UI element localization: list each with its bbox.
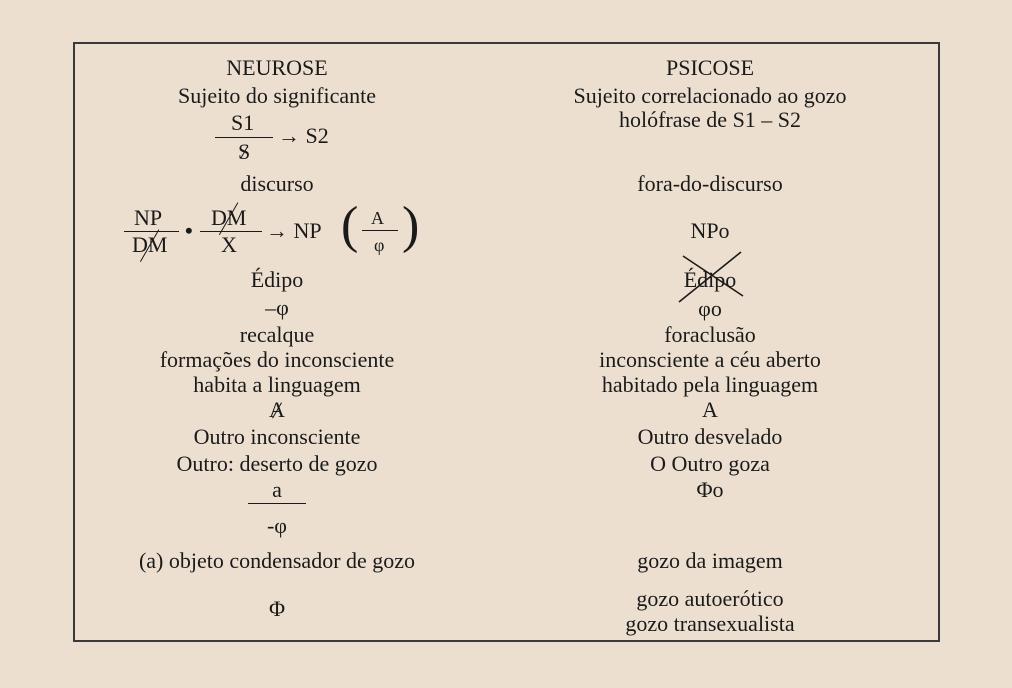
psicose-a: A: [702, 397, 718, 422]
fraction-a-numerator: a: [272, 477, 282, 502]
fraction-phi-denominator: -φ: [266, 513, 288, 538]
formula-arrow-np: → NP: [266, 218, 322, 243]
formula-a-numerator: A: [371, 208, 384, 228]
formula-s-barred-denominator: S: [238, 139, 251, 164]
neurose-objeto: (a) objeto condensador de gozo: [138, 548, 416, 573]
formula-x-denominator: X: [221, 232, 237, 257]
neurose-subject: Sujeito do significante: [178, 83, 376, 108]
neurose-outro-inconsciente: Outro inconsciente: [193, 424, 361, 449]
psicose-phi-o: φo: [698, 296, 722, 321]
neurose-formacoes: formações do inconsciente: [159, 347, 395, 372]
psicose-holofrase: holófrase de S1 – S2: [618, 107, 802, 132]
neurose-phi: Φ: [268, 596, 286, 621]
psicose-edipo-crossed: Édipo: [683, 267, 737, 292]
psicose-habitado: habitado pela linguagem: [601, 372, 819, 397]
psicose-foraclusao: foraclusão: [664, 322, 756, 347]
neurose-title: NEUROSE: [226, 55, 328, 80]
formula-dm-barred-numerator: DM: [211, 205, 247, 230]
fraction-a-bar: [248, 503, 306, 504]
neurose-discurso: discurso: [240, 171, 314, 196]
psicose-inconsciente-ceu: inconsciente a céu aberto: [599, 347, 821, 372]
formula-paren-close: ): [402, 197, 420, 254]
psicose-fora: fora-do-discurso: [637, 171, 783, 196]
neurose-edipo: Édipo: [250, 267, 304, 292]
psicose-title: PSICOSE: [665, 55, 755, 80]
psicose-subject: Sujeito correlacionado ao gozo: [573, 83, 847, 108]
neurose-outro-deserto: Outro: deserto de gozo: [176, 451, 378, 476]
neurose-habita: habita a linguagem: [193, 372, 361, 397]
psicose-outro-desvelado: Outro desvelado: [637, 424, 783, 449]
psicose-gozo-auto: gozo autoerótico: [636, 586, 784, 611]
formula-s1-bar: [215, 137, 273, 138]
formula-dot: •: [185, 218, 193, 243]
neurose-recalque: recalque: [239, 322, 315, 347]
formula-paren-open: (: [341, 197, 359, 254]
psicose-npo: NPo: [690, 218, 730, 243]
formula-s1-numerator: S1: [231, 110, 255, 135]
neurose-minus-phi: –φ: [265, 295, 289, 320]
neurose-a-barred: A: [269, 397, 285, 422]
formula-dm-barred-denominator: DM: [132, 232, 168, 257]
psicose-phi-big-o: Φo: [696, 477, 724, 502]
psicose-gozo-trans: gozo transexualista: [625, 611, 795, 636]
formula-s1-arrow-s2: → S2: [278, 123, 329, 148]
psicose-gozo-imagem: gozo da imagem: [637, 548, 783, 573]
formula-np-numerator: NP: [134, 205, 163, 230]
formula-a-bar: [362, 230, 398, 231]
formula-phi-denominator: φ: [374, 235, 385, 255]
psicose-outro-goza: O Outro goza: [650, 451, 770, 476]
